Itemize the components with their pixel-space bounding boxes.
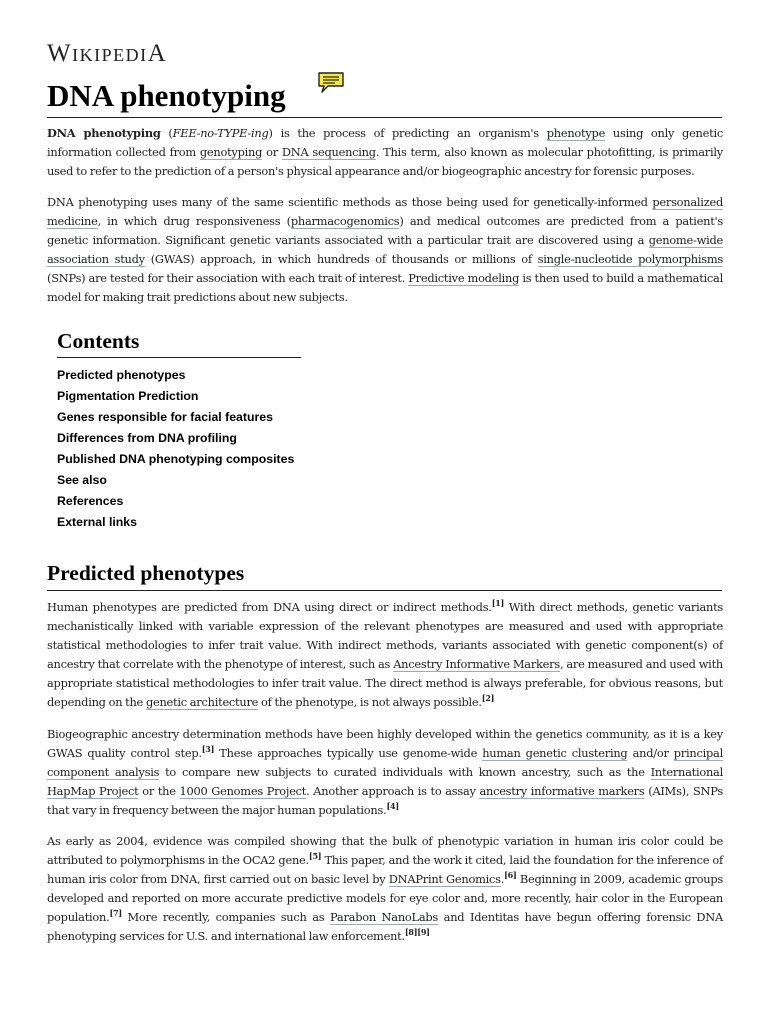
link-genetic-architecture[interactable]: genetic architecture	[145, 695, 259, 710]
link-ancestry-informative-markers-2[interactable]: ancestry informative markers	[479, 784, 645, 799]
citation-ref[interactable]: [6]	[504, 870, 517, 881]
title-underline	[47, 117, 722, 118]
link-snp[interactable]: single-nucleotide polymorphisms	[537, 252, 723, 267]
citation-ref[interactable]: [2]	[481, 693, 495, 704]
citation-ref[interactable]: [5]	[308, 851, 322, 862]
link-gwas[interactable]: genome-wide association study	[47, 233, 723, 267]
speech-bubble-icon[interactable]	[317, 71, 345, 95]
link-predictive-modeling[interactable]: Predictive modeling	[408, 271, 520, 286]
link-dnaprint-genomics[interactable]: DNAPrint Genomics	[388, 872, 501, 887]
citation-ref[interactable]: [3]	[201, 744, 215, 755]
toc-item-predicted-phenotypes[interactable]: Predicted phenotypes	[57, 368, 186, 382]
toc-item-genes-facial-features[interactable]: Genes responsible for facial features	[57, 410, 273, 424]
citation-ref[interactable]: [1]	[491, 598, 505, 609]
predicted-paragraph-2: Biogeographic ancestry determination methods have been highly developed within the genetics community, as it is a key GWAS quality control step.[3] These approaches typically use genome-wide human genetic clustering and/or principal component analysis to compare new subjects to curated individuals with known ancestry, such as the International HapMap Project or the 1000 Genomes Project. Another approach is to assay ancestry informative markers (AIMs), SNPs that vary in frequency between the major human populations.[4]	[47, 727, 723, 818]
link-dna-sequencing[interactable]: DNA sequencing	[281, 145, 376, 160]
link-personalized-medicine[interactable]: personalized medicine	[47, 195, 723, 229]
toc-item-references[interactable]: References	[57, 494, 124, 508]
link-pharmacogenomics[interactable]: pharmacogenomics	[290, 214, 400, 229]
bold-term: DNA phenotyping	[47, 126, 161, 140]
pronunciation: FEE-no-TYPE-ing	[172, 126, 269, 140]
logo-final: A	[147, 40, 168, 67]
intro-paragraph-2: DNA phenotyping uses many of the same scientific methods as those being used for genetically-informed personalized medicine, in which drug responsiveness (pharmacogenomics) and medical outcomes are predicted from a patient's genetic information. Significant genetic variants associated with a particular trait are discovered using a genome-wide association study (GWAS) approach, in which hundreds of thousands or millions of single-nucleotide polymorphisms (SNPs) are tested for their association with each trait of interest. Predictive modeling is then used to build a mathematical model for making trait predictions about new subjects.	[47, 195, 723, 305]
toc-item-external-links[interactable]: External links	[57, 515, 137, 529]
toc-item-see-also[interactable]: See also	[57, 473, 107, 487]
link-parabon-nanolabs[interactable]: Parabon NanoLabs	[330, 910, 439, 925]
link-phenotype[interactable]: phenotype	[546, 126, 606, 140]
table-of-contents	[57, 365, 294, 533]
toc-item-published-composites[interactable]: Published DNA phenotyping composites	[57, 452, 295, 466]
page-title: DNA phenotyping	[47, 78, 286, 113]
contents-underline	[57, 357, 301, 358]
citation-ref[interactable]: [7]	[109, 908, 122, 919]
section-heading-predicted-phenotypes: Predicted phenotypes	[47, 561, 245, 585]
link-principal-component-analysis[interactable]: principal component analysis	[47, 746, 723, 780]
predicted-paragraph-3: As early as 2004, evidence was compiled showing that the bulk of phenotypic variation in human iris color could be attributed to polymorphisms in the OCA2 gene.[5] This paper, and the work it cited, laid the foundation for the inference of human iris color from DNA, first carried out on basic level by DNAPrint Genomics.[6] Beginning in 2009, academic groups developed and reported on more accurate predictive models for eye color and, more recently, hair color in the European population.[7] More recently, companies such as Parabon NanoLabs and Identitas have begun offering forensic DNA phenotyping services for U.S. and international law enforcement.[8][9]	[47, 834, 723, 944]
logo-initial: W	[47, 40, 73, 67]
section-underline	[47, 590, 722, 591]
citation-ref[interactable]: [4]	[386, 801, 399, 812]
citation-ref[interactable]: [9]	[417, 927, 430, 938]
toc-item-differences-dna-profiling[interactable]: Differences from DNA profiling	[57, 431, 237, 445]
link-ancestry-informative-markers[interactable]: Ancestry Informative Markers	[393, 657, 560, 672]
contents-heading: Contents	[57, 329, 140, 353]
predicted-paragraph-1: Human phenotypes are predicted from DNA using direct or indirect methods.[1] With direct methods, genetic variants mechanistically linked with variable expression of the relevant phenotypes are measured and used with appropriate statistical methodologies to infer trait value. With indirect methods, variants associated with genetic component(s) of ancestry that correlate with the phenotype of interest, such as Ancestry Informative Markers, are measured and used with appropriate statistical methodologies to infer trait value. The direct method is always preferable, for obvious reasons, but depending on the genetic architecture of the phenotype, is not always possible.[2]	[47, 598, 724, 710]
intro-paragraph-1: DNA phenotyping (FEE-no-TYPE-ing) is the process of predicting an organism's phenotype using only genetic information collected from genotyping or DNA sequencing. This term, also known as molecular photofitting, is primarily used to refer to the prediction of a person's physical appearance and/or biogeographic ancestry for forensic purposes.	[47, 126, 723, 179]
link-1000-genomes-project[interactable]: 1000 Genomes Project	[179, 784, 307, 799]
citation-ref[interactable]: [8]	[404, 927, 418, 938]
link-hapmap-project[interactable]: International HapMap Project	[47, 765, 723, 799]
logo-middle: IKIPEDI	[72, 45, 148, 65]
link-genotyping[interactable]: genotyping	[199, 145, 263, 160]
toc-item-pigmentation-prediction[interactable]: Pigmentation Prediction	[57, 389, 199, 403]
link-human-genetic-clustering[interactable]: human genetic clustering	[482, 746, 628, 761]
wikipedia-logo[interactable]	[47, 40, 167, 68]
